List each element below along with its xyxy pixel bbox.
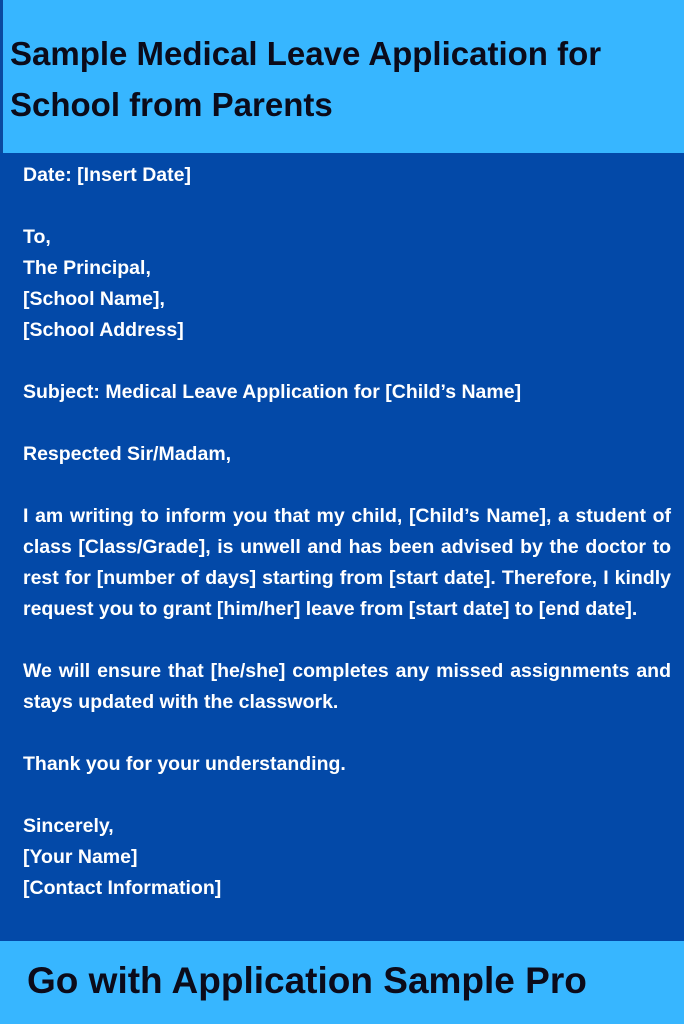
letter-salutation: Respected Sir/Madam, <box>23 443 232 465</box>
address-line: To, <box>23 226 51 248</box>
letter-paragraph: We will ensure that [he/she] completes any missed assignments and stays updated with the classwork. <box>23 660 671 713</box>
letter-thanks: Thank you for your understanding. <box>23 753 346 775</box>
address-line: [School Address] <box>23 319 184 341</box>
header-banner <box>0 0 684 153</box>
page-title: Sample Medical Leave Application for School from Parents <box>10 35 602 123</box>
letter-body <box>23 160 671 935</box>
closing-line: [Your Name] <box>23 846 138 868</box>
letter-subject: Subject: Medical Leave Application for [Child’s Name] <box>23 381 522 403</box>
letter-paragraph: I am writing to inform you that my child, [Child’s Name], a student of class [Class/Grade], is unwell and has been advised by the doctor to rest for [number of days] starting from [start date]. Therefore, I kindly request you to grant [him/her] leave from [start date] to [end date]. <box>23 505 671 620</box>
recipient-address <box>23 222 671 346</box>
letter-date: Date: [Insert Date] <box>23 164 191 186</box>
closing-line: Sincerely, <box>23 815 114 837</box>
address-line: [School Name], <box>23 288 165 310</box>
footer-brand-text: Go with Application Sample Pro <box>27 960 587 1001</box>
closing-line: [Contact Information] <box>23 877 222 899</box>
footer-banner <box>0 941 684 1024</box>
address-line: The Principal, <box>23 257 151 279</box>
letter-closing <box>23 811 671 904</box>
